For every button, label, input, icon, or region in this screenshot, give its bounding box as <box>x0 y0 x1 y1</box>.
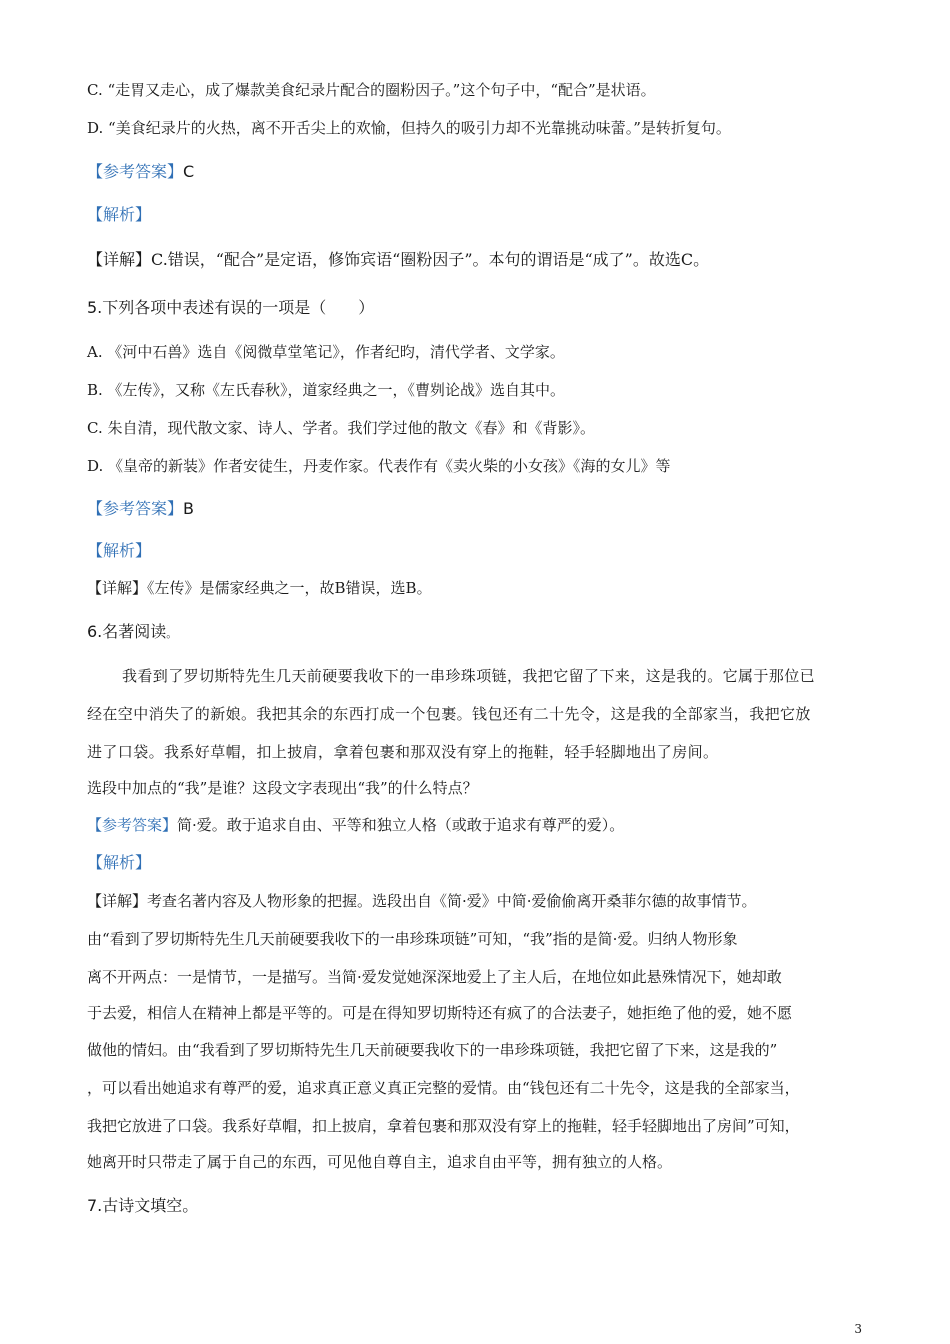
q6-detail-line-6: ，可以看出她追求有尊严的爱，追求真正意义真正完整的爱情。由“钱包还有二十先令，这是我的全部家当， <box>87 1079 800 1097</box>
answer-value: C <box>183 162 195 181</box>
q6-passage-line-1: 我看到了罗切斯特先生几天前硬要我收下的一串珍珠项链，我把它留了下来，这是我的。它属于那位已 <box>122 667 816 685</box>
q6-detail-line-5: 做他的情妇。由“我看到了罗切斯特先生几天前硬要我收下的一串珍珠项链，我把它留了下来，这是我的” <box>87 1041 778 1059</box>
q4-answer <box>87 162 194 182</box>
q5-stem <box>87 298 374 318</box>
q4-option-d: D. “美食纪录片的火热，离不开舌尖上的欢愉，但持久的吸引力却不光靠挑动味蕾。”是转折复句。 <box>87 119 731 137</box>
q5-answer <box>87 499 194 519</box>
detail-tag: 【详解】 <box>87 892 148 910</box>
question-number: 7. <box>87 1196 103 1215</box>
q5-option-d: D. 《皇帝的新装》作者安徒生，丹麦作家。代表作有《卖火柴的小女孩》《海的女儿》等 <box>87 457 671 475</box>
q6-question: 选段中加点的“我”是谁？这段文字表现出“我”的什么特点？ <box>87 779 478 797</box>
detail-tag: 【详解】 <box>87 250 152 269</box>
q6-stem <box>87 622 177 644</box>
q5-detail <box>87 578 432 598</box>
answer-tag: 【参考答案】 <box>87 162 184 181</box>
q6-passage-line-3: 进了口袋。我系好草帽，扣上披肩，拿着包裹和那双没有穿上的拖鞋，轻手轻脚地出了房间。 <box>87 743 719 761</box>
detail-text: 《左传》是儒家经典之一，故B错误，选B。 <box>147 579 432 597</box>
question-stem: 下列各项中表述有误的一项是（ ） <box>102 298 375 317</box>
q4-option-c: C. “走胃又走心，成了爆款美食纪录片配合的圈粉因子。”这个句子中，“配合”是状语。 <box>87 81 656 99</box>
q6-detail-line-7: 我把它放进了口袋。我系好草帽，扣上披肩，拿着包裹和那双没有穿上的拖鞋，轻手轻脚地出了房间”可知， <box>87 1117 800 1135</box>
question-stem: 古诗文填空。 <box>102 1196 199 1215</box>
detail-tag: 【详解】 <box>87 579 148 597</box>
q4-detail <box>87 250 709 270</box>
question-number: 5. <box>87 298 103 317</box>
q6-passage-line-2: 经在空中消失了的新娘。我把其余的东西打成一个包裹。钱包还有二十先令，这是我的全部家当，我把它放 <box>87 705 811 723</box>
q7-stem <box>87 1196 198 1216</box>
detail-text: 考查名著内容及人物形象的把握。选段出自《简·爱》中简·爱偷偷离开桑菲尔德的故事情节。 <box>147 892 757 910</box>
q6-answer <box>87 815 624 835</box>
detail-text: C.错误，“配合”是定语，修饰宾语“圈粉因子”。本句的谓语是“成了”。故选C。 <box>151 250 710 269</box>
q6-detail-line-3: 离不开两点：一是情节，一是描写。当简·爱发觉她深深地爱上了主人后，在地位如此悬殊情况下，她却敢 <box>87 968 782 986</box>
q6-detail-line-4: 于去爱，相信人在精神上都是平等的。可是在得知罗切斯特还有疯了的合法妻子，她拒绝了他的爱，她不愿 <box>87 1004 793 1022</box>
q5-analysis-tag: 【解析】 <box>87 541 152 560</box>
q6-detail-line-8: 她离开时只带走了属于自己的东西，可见他自尊自主，追求自由平等，拥有独立的人格。 <box>87 1153 673 1171</box>
page-number: 3 <box>854 1322 862 1336</box>
q6-detail-line-1 <box>87 891 757 911</box>
q5-option-a: A. 《河中石兽》选自《阅微草堂笔记》，作者纪昀，清代学者、文学家。 <box>87 343 565 361</box>
stem-mark: 。 <box>166 627 178 640</box>
q5-option-b: B. 《左传》，又称《左氏春秋》，道家经典之一，《曹刿论战》选自其中。 <box>87 381 566 399</box>
answer-tag: 【参考答案】 <box>87 816 178 834</box>
answer-tag: 【参考答案】 <box>87 499 184 518</box>
q6-detail-line-2: 由“看到了罗切斯特先生几天前硬要我收下的一串珍珠项链”可知，“我”指的是简·爱。归纳人物形象 <box>87 930 738 948</box>
answer-text: 简·爱。敢于追求自由、平等和独立人格（或敢于追求有尊严的爱）。 <box>177 816 625 834</box>
question-stem: 名著阅读 <box>102 622 167 641</box>
q6-analysis-tag: 【解析】 <box>87 853 152 872</box>
q4-analysis-tag: 【解析】 <box>87 205 152 224</box>
q5-option-c: C. 朱自清，现代散文家、诗人、学者。我们学过他的散文《春》和《背影》。 <box>87 419 595 437</box>
answer-value: B <box>183 499 194 518</box>
question-number: 6. <box>87 622 103 641</box>
